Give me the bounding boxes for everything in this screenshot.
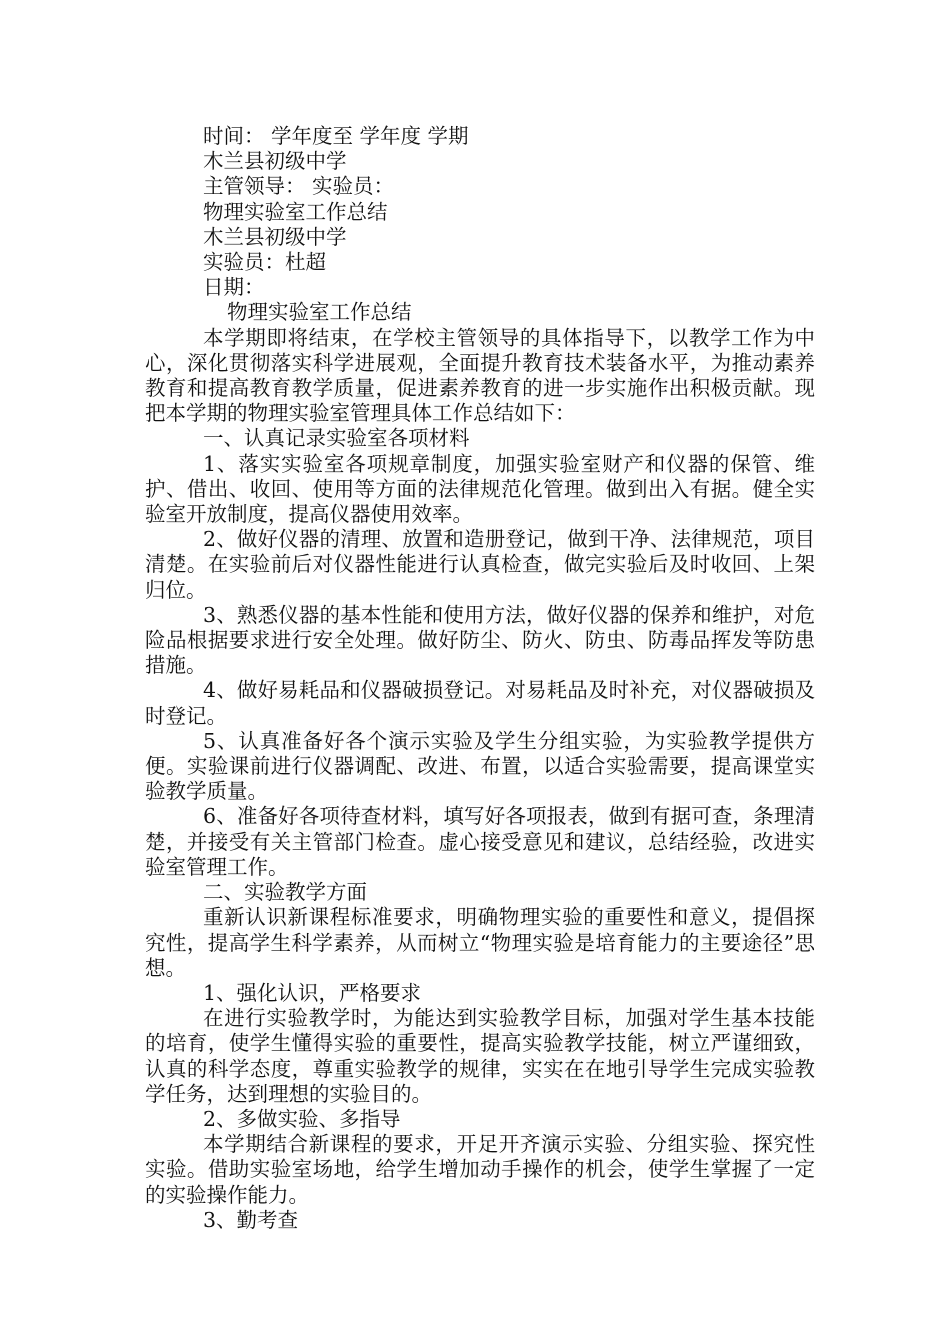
subsection-1-heading: 1、强化认识，严格要求	[203, 980, 422, 1005]
section-1-item: 1、落实实验室各项规章制度，加强实验室财产和仪器的保管、维护、借出、收回、使用等方面的法律规范化管理。做到出入有据。健全实验室开放制度，提高仪器使用效率。	[145, 451, 815, 527]
section-1-item: 3、熟悉仪器的基本性能和使用方法，做好仪器的保养和维护，对危险品根据要求进行安全处理。做好防尘、防火、防虫、防毒品挥发等防患措施。	[145, 602, 815, 678]
subsection-1-text: 在进行实验教学时，为能达到实验教学目标，加强对学生基本技能的培育，使学生懂得实验的重要性，提高实验教学技能，树立严谨细致，认真的科学态度，尊重实验教学的规律，实实在在地引导学生完成实验教学任务，达到理想的实验目的。	[145, 1006, 815, 1106]
cover-title: 物理实验室工作总结	[203, 199, 388, 224]
page-title: 物理实验室工作总结	[227, 300, 412, 325]
subsection-3-heading: 3、勤考查	[203, 1207, 299, 1232]
section-1-item: 2、做好仪器的清理、放置和造册登记，做到干净、法律规范，项目清楚。在实验前后对仪器性能进行认真检查，做完实验后及时收回、上架归位。	[145, 527, 815, 602]
leaders-line: 主管领导： 实验员：	[203, 174, 395, 199]
section-2-intro: 重新认识新课程标准要求，明确物理实验的重要性和意义，提倡探究性，提高学生科学素养，从而树立“物理实验是培育能力的主要途径”思想。	[145, 905, 815, 980]
time-line: 时间： 学年度至 学年度 学期	[203, 124, 469, 148]
section-1-item: 5、认真准备好各个演示实验及学生分组实验，为实验教学提供方便。实验课前进行仪器调配、改进、布置，以适合实验需要，提高课堂实验教学质量。	[145, 728, 815, 804]
school-name: 木兰县初级中学	[203, 149, 347, 174]
subsection-2-heading: 2、多做实验、多指导	[203, 1106, 401, 1131]
staff-line: 实验员：杜超	[203, 250, 326, 275]
section-1-item: 6、准备好各项待查材料，填写好各项报表，做到有据可查，条理清楚，并接受有关主管部门检查。虚心接受意见和建议，总结经验，改进实验室管理工作。	[145, 804, 815, 879]
section-2-heading: 二、实验教学方面	[203, 880, 367, 905]
school-name-2: 木兰县初级中学	[203, 224, 347, 249]
section-1-item: 4、做好易耗品和仪器破损登记。对易耗品及时补充，对仪器破损及时登记。	[145, 678, 815, 728]
section-1-heading: 一、认真记录实验室各项材料	[203, 426, 470, 451]
intro-paragraph: 本学期即将结束，在学校主管领导的具体指导下，以教学工作为中心，深化贯彻落实科学进展观，全面提升教育技术装备水平，为推动素养教育和提高教育教学质量，促进素养教育的进一步实施作出积极贡献。现把本学期的物理实验室管理具体工作总结如下：	[145, 325, 815, 426]
subsection-2-text: 本学期结合新课程的要求，开足开齐演示实验、分组实验、探究性实验。借助实验室场地，给学生增加动手操作的机会，使学生掌握了一定的实验操作能力。	[145, 1132, 815, 1207]
document-page	[145, 124, 815, 1233]
date-line: 日期：	[203, 275, 265, 300]
